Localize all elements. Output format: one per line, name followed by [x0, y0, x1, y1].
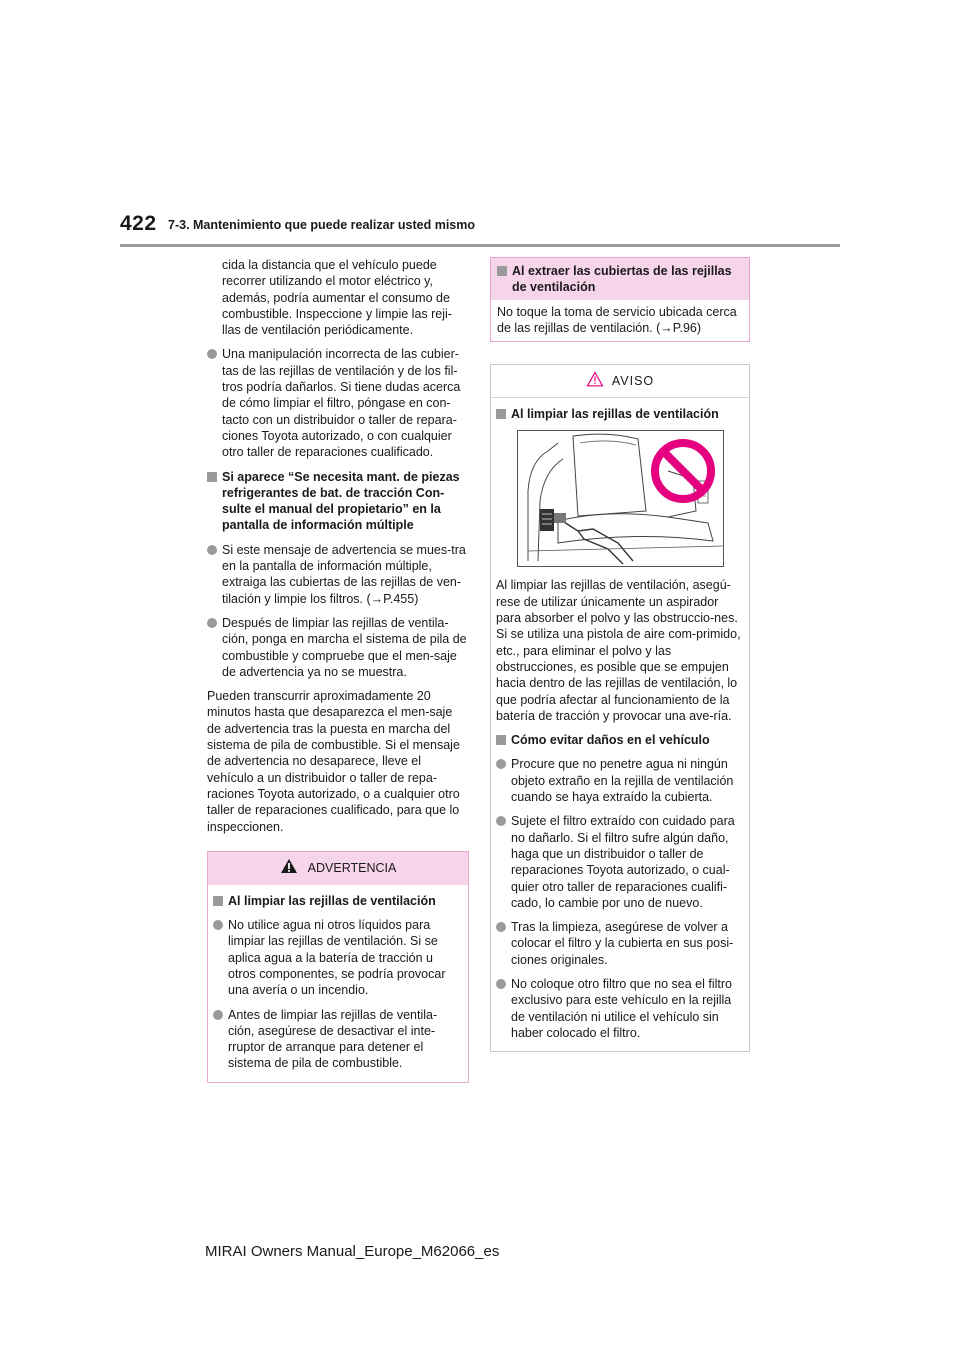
caution-triangle-icon: [586, 371, 604, 391]
list-item-text: No utilice agua ni otros líquidos para limpiar las rejillas de ventilación. Si se aplica agua a la batería de tracción u otros componentes, se podría provocar una avería o un incendio.: [228, 918, 446, 998]
body-paragraph: Pueden transcurrir aproximadamente 20 minutos hasta que desaparezca el men-saje de advertencia tras la puesta en marcha del sistema de pila de combustible. Si el mensaje de advertencia no desaparece, lleve el vehículo a un distribuidor o taller de repa-raciones Toyota autorizado, o a cualquier otro taller de reparaciones cualificado, para que lo inspeccionen.: [207, 689, 460, 834]
list-item-text: Sujete el filtro extraído con cuidado para no dañarlo. Si el filtro sufre algún daño, haga que un distribuidor o taller de reparaciones Toyota autorizado, o cual-quier otro taller de reparaciones cualifi-cado, lo cambie por uno de nuevo.: [511, 814, 735, 910]
warning-heading-text: Al limpiar las rejillas de ventilación: [228, 893, 436, 908]
right-column: [490, 257, 750, 1052]
section-title: 7-3. Mantenimiento que puede realizar usted mismo: [168, 218, 476, 232]
bullet-icon: [207, 349, 217, 359]
info-box-text: No toque la toma de servicio ubicada cerca de las rejillas de ventilación. (→P.96): [497, 304, 737, 335]
list-item: [207, 542, 469, 607]
notice-paragraph: Al limpiar las rejillas de ventilación, asegú-rese de utilizar únicamente un aspirador para absorber el polvo y las obstruccio-nes. Si se utiliza una pistola de aire com-primido, etc., para eliminar el polvo y las obstrucciones, es posible que se empujen hacia dentro de las rejillas de ventilación, lo que podría afectar al funcionamiento de la batería de tracción y provocar una ave-ría.: [496, 578, 741, 723]
list-item-text: Una manipulación incorrecta de las cubier-tas de las rejillas de ventilación y de los fil-tros podría dañarlos. Si tiene dudas acerca de cómo limpiar el filtro, póngase en con-tacto con un distribuidor o taller de repara-ciones Toyota autorizado, o con cualquier otro taller de reparaciones cualificado.: [222, 347, 461, 460]
notice-box-header: [491, 365, 749, 398]
bullet-icon: [207, 618, 217, 628]
info-box: [490, 257, 750, 342]
header-rule: [120, 244, 840, 247]
warning-box: [207, 851, 469, 1083]
warning-triangle-icon: [280, 858, 298, 878]
bullet-icon: [496, 979, 506, 989]
notice-heading-text: Al limpiar las rejillas de ventilación: [511, 407, 719, 422]
list-item: [496, 813, 744, 911]
vent-cleaning-illustration: [517, 430, 724, 567]
bullet-icon: [496, 922, 506, 932]
info-box-heading-text: Al extraer las cubiertas de las rejillas de ventilación: [512, 264, 732, 295]
subsection-heading: [207, 469, 469, 534]
square-bullet-icon: [213, 896, 223, 906]
warning-heading: [213, 893, 463, 909]
warning-title: ADVERTENCIA: [307, 861, 397, 876]
list-item: [496, 919, 744, 968]
warning-box-header: [208, 852, 468, 885]
notice-box-body: [491, 398, 749, 1051]
notice-heading: [496, 406, 744, 422]
continued-paragraph: cida la distancia que el vehículo puede recorrer utilizando el motor eléctrico y, además, podría aumentar el consumo de combustible. Inspeccione y limpie las reji-llas de ventilación periódicamente.: [222, 258, 452, 338]
square-bullet-icon: [496, 735, 506, 745]
page-number: 422: [120, 212, 157, 235]
info-box-body: [491, 300, 749, 342]
list-item: [213, 1007, 463, 1072]
list-item-text: Tras la limpieza, asegúrese de volver a colocar el filtro y la cubierta en sus posi-ciones originales.: [511, 920, 734, 967]
warning-box-body: [208, 885, 468, 1082]
info-box-header: [491, 258, 749, 300]
list-item-text: Procure que no penetre agua ni ningún objeto extraño en la rejilla de ventilación cuando se haya extraído la cubierta.: [511, 757, 734, 805]
list-item-text: Después de limpiar las rejillas de ventila-ción, ponga en marcha el sistema de pila de combustible y compruebe que el men-saje de advertencia ya no se muestra.: [222, 615, 467, 679]
bullet-icon: [213, 1010, 223, 1020]
info-box-heading: [497, 263, 743, 296]
list-item: [496, 976, 744, 1041]
square-bullet-icon: [497, 266, 507, 276]
list-item: [496, 756, 744, 805]
list-item-text: Si este mensaje de advertencia se mues-tra en la pantalla de información múltiple, extraiga las cubiertas de las rejillas de ven-tilación y limpie los filtros. (→P.455): [222, 542, 466, 606]
list-item: [213, 917, 463, 998]
notice-heading-text: Cómo evitar daños en el vehículo: [511, 733, 710, 748]
bullet-icon: [213, 920, 223, 930]
left-column: [207, 257, 469, 1083]
list-item: [207, 615, 469, 680]
notice-box: [490, 364, 750, 1052]
notice-title: AVISO: [611, 374, 655, 389]
subsection-heading-text: Si aparece “Se necesita mant. de piezas refrigerantes de bat. de tracción Con-sulte el manual del propietario” en la pantalla de información múltiple: [222, 469, 460, 533]
square-bullet-icon: [496, 409, 506, 419]
prohibited-icon: [649, 437, 717, 509]
bullet-icon: [496, 759, 506, 769]
list-item: [207, 346, 469, 460]
bullet-icon: [207, 545, 217, 555]
list-item-text: Antes de limpiar las rejillas de ventila-ción, asegúrese de desactivar el inte-rruptor de arranque para detener el sistema de pila de combustible.: [228, 1007, 438, 1071]
notice-heading: [496, 732, 744, 748]
square-bullet-icon: [207, 472, 217, 482]
bullet-icon: [496, 816, 506, 826]
footer-doc-id: MIRAI Owners Manual_Europe_M62066_es: [205, 1243, 500, 1260]
list-item-text: No coloque otro filtro que no sea el filtro exclusivo para este vehículo en la rejilla de ventilación ni utilice el vehículo sin haber colocado el filtro.: [511, 977, 732, 1040]
